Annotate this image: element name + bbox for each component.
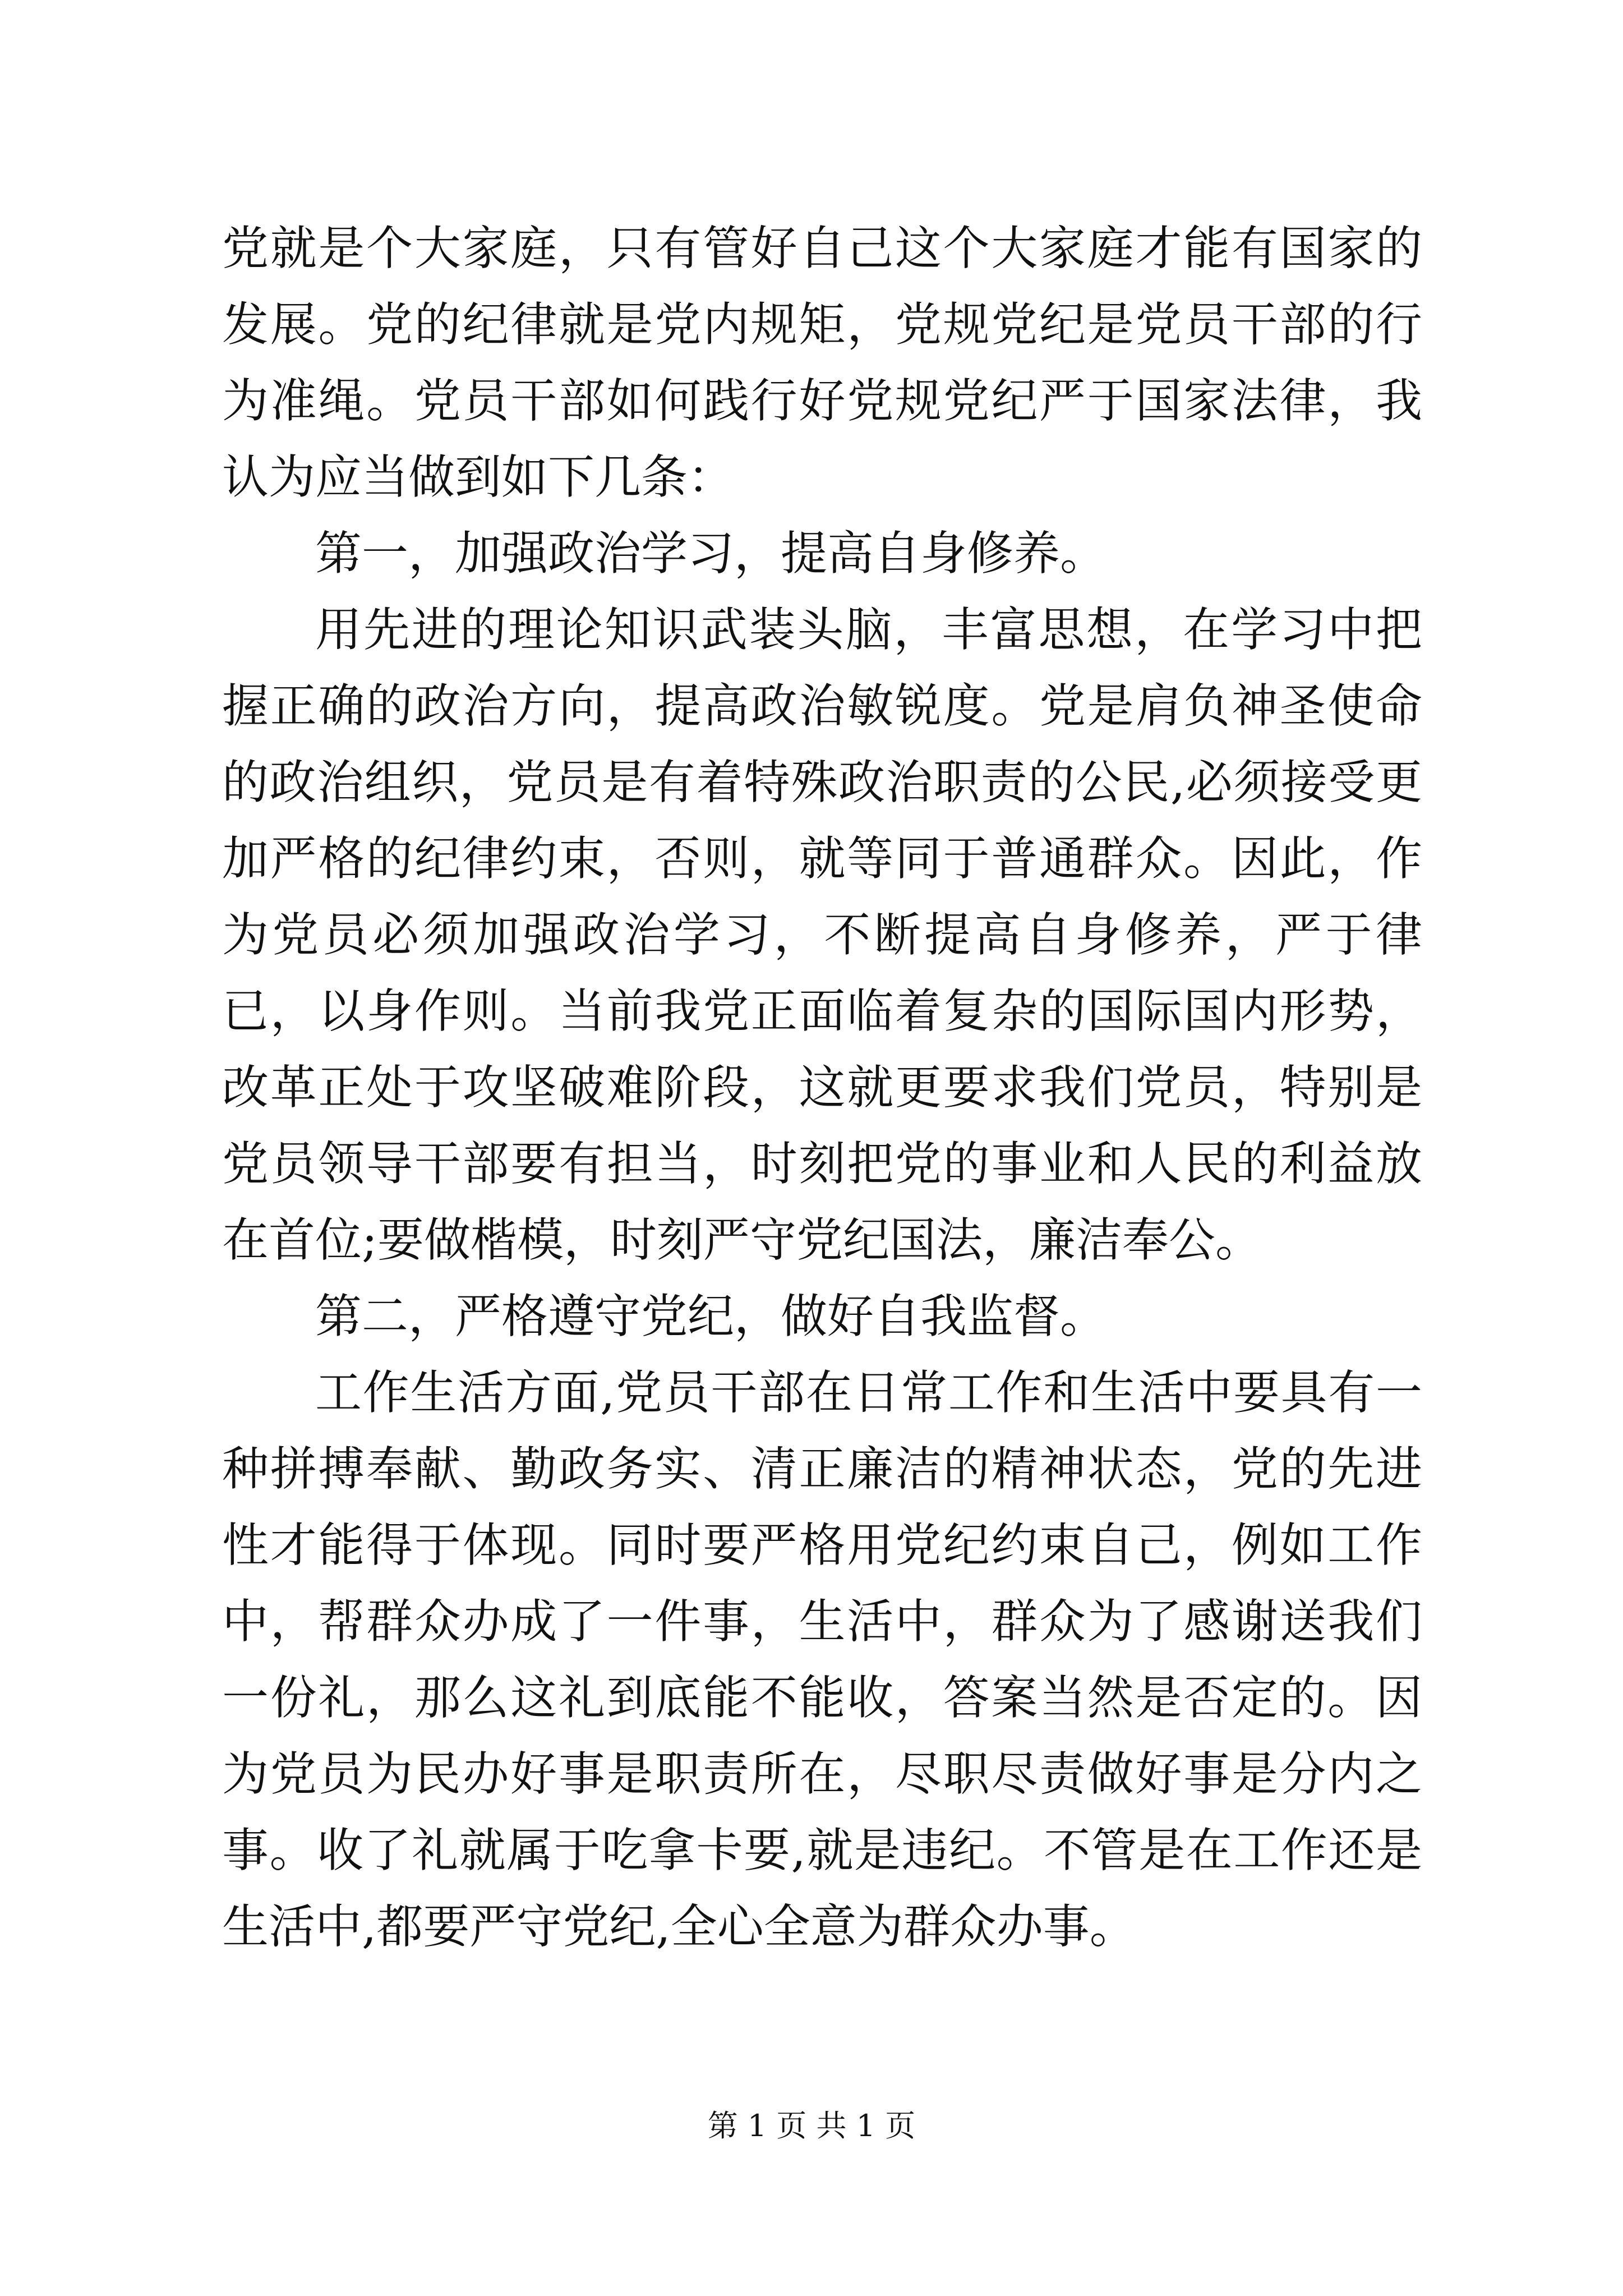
paragraph-intro: 党就是个大家庭，只有管好自己这个大家庭才能有国家的发展。党的纪律就是党内规矩，党规党纪是党员干部的行为准绳。党员干部如何践行好党规党纪严于国家法律，我认为应当做到如下几条： [222, 221, 1422, 504]
paragraph-first-point: 用先进的理论知识武装头脑，丰富思想，在学习中把握正确的政治方向，提高政治敏锐度。党是肩负神圣使命的政治组织，党员是有着特殊政治职责的公民,必须接受更加严格的纪律约束，否则，就等同于普通群众。因此，作为党员必须加强政治学习，不断提高自身修养，严于律已，以身作则。当前我党正面临着复杂的国际国内形势，改革正处于攻坚破难阶段，这就更要求我们党员，特别是党员领导干部要有担当，时刻把党的事业和人民的利益放在首位;要做楷模，时刻严守党纪国法，廉洁奉公。 [222, 602, 1422, 1267]
paragraph-second-point: 工作生活方面,党员干部在日常工作和生活中要具有一种拼搏奉献、勤政务实、清正廉洁的精神状态，党的先进性才能得于体现。同时要严格用党纪约束自己，例如工作中，帮群众办成了一件事，生活中，群众为了感谢送我们一份礼，那么这礼到底能不能收，答案当然是否定的。因为党员为民办好事是职责所在，尽职尽责做好事是分内之事。收了礼就属于吃拿卡要,就是违纪。不管是在工作还是生活中,都要严守党纪,全心全意为群众办事。 [222, 1365, 1422, 1954]
paragraph-heading-second: 第二，严格遵守党纪，做好自我监督。 [315, 1289, 1106, 1343]
document-body [222, 210, 1422, 1965]
page-footer: 第 1 页 共 1 页 [707, 2108, 916, 2143]
paragraph-heading-first: 第一，加强政治学习，提高自身修养。 [315, 526, 1106, 581]
